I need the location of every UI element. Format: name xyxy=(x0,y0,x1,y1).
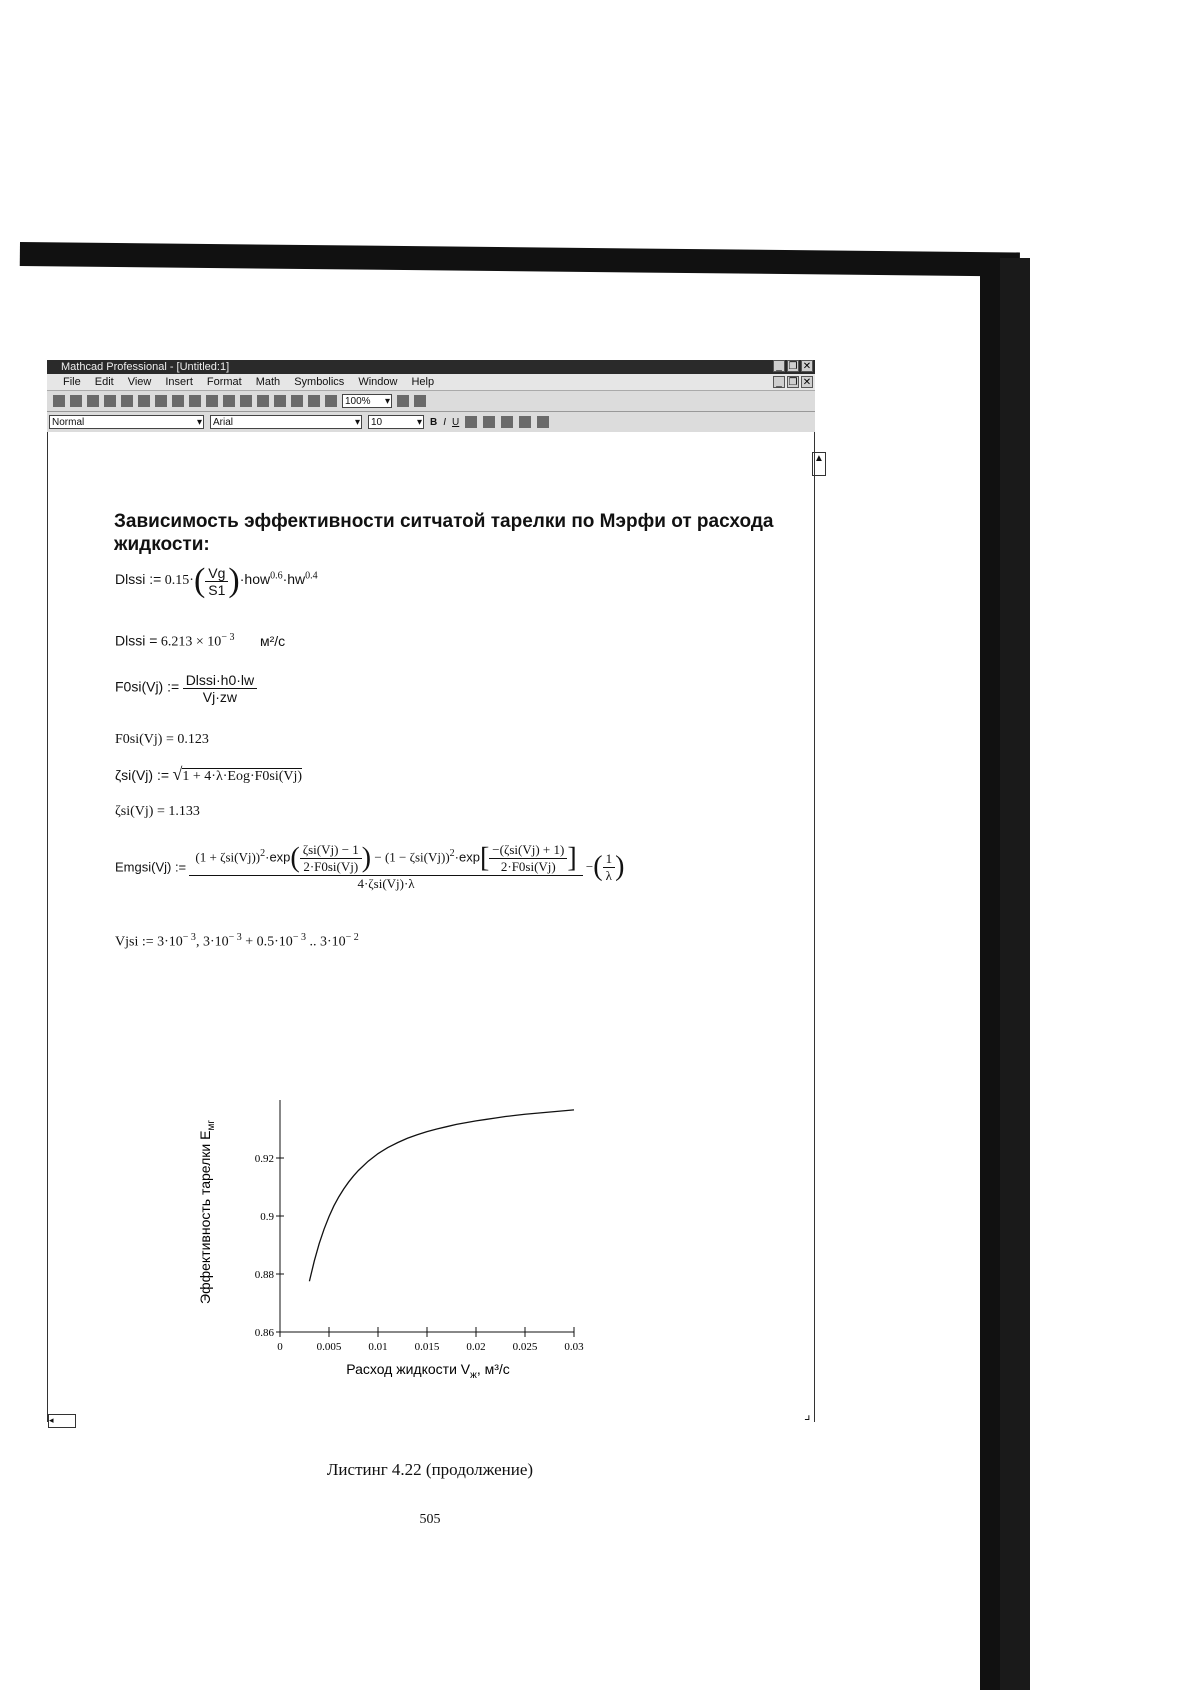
window-title: Mathcad Professional - [Untitled:1] xyxy=(61,361,230,373)
eq3-num: Dlssi·h0·lw xyxy=(183,672,257,689)
spell-check-icon[interactable] xyxy=(138,395,150,407)
y-axis-label: Эффективность тарелки $E_{мг}$ xyxy=(197,1120,217,1304)
close-button[interactable]: ✕ xyxy=(802,361,812,372)
calculate-icon[interactable] xyxy=(257,395,269,407)
eq5-lhs: ζsi(Vj) := xyxy=(115,767,170,783)
eq8-e2: − 3 xyxy=(228,932,242,943)
eq1-how: ·how xyxy=(239,571,271,588)
eq8-b: , 3·10 xyxy=(195,934,229,950)
eq8-c: + 0.5·10 xyxy=(241,934,293,950)
eq7-exp2: ·exp xyxy=(454,849,480,865)
eq1-hw: ·hw xyxy=(282,571,306,588)
eq3-den: Vj·zw xyxy=(202,689,238,705)
eq4-text: F0si(Vj) = 0.123 xyxy=(115,732,209,747)
x-tick-label: 0.03 xyxy=(564,1341,584,1353)
zoom-select[interactable]: 100% ▾ xyxy=(342,394,392,408)
scroll-left-icon[interactable]: ◂ xyxy=(48,1414,76,1428)
eq7-lhs: Emgsi(Vj) := xyxy=(115,859,187,875)
page-number: 505 xyxy=(419,1512,441,1527)
eq3-lhs: F0si(Vj) := xyxy=(115,678,180,695)
print-icon[interactable] xyxy=(104,395,116,407)
eq8-a: Vjsi := 3·10 xyxy=(115,934,183,950)
align-left-icon[interactable] xyxy=(465,416,477,428)
efficiency-curve xyxy=(309,1110,574,1281)
eq-vjsi-range[interactable] xyxy=(115,932,359,951)
menu-help[interactable]: Help xyxy=(411,376,435,388)
y-tick-label: 0.9 xyxy=(260,1211,274,1223)
menu-symbolics[interactable]: Symbolics xyxy=(294,376,345,388)
resources-icon[interactable] xyxy=(397,395,409,407)
x-tick-label: 0.005 xyxy=(316,1341,342,1353)
bullets-icon[interactable] xyxy=(519,416,531,428)
mathcad-window xyxy=(47,360,824,1425)
title-bar xyxy=(47,360,815,374)
y-tick-label: 0.86 xyxy=(254,1327,274,1339)
menu-view[interactable]: View xyxy=(127,376,152,388)
menu-math[interactable]: Math xyxy=(255,376,281,388)
menu-window[interactable]: Window xyxy=(358,376,398,388)
numbering-icon[interactable] xyxy=(537,416,549,428)
help-icon[interactable] xyxy=(414,395,426,407)
doc-restore-button[interactable]: ❐ xyxy=(788,377,798,388)
eq1-num: Vg xyxy=(205,565,228,582)
font-size-select[interactable]: 10 ▾ xyxy=(368,415,424,429)
doc-close-button[interactable]: ✕ xyxy=(802,377,812,388)
paste-icon[interactable] xyxy=(189,395,201,407)
insert-graph-icon[interactable] xyxy=(274,395,286,407)
insert-function-icon[interactable] xyxy=(308,395,320,407)
x-tick-label: 0.02 xyxy=(466,1341,486,1353)
eq6-text: ζsi(Vj) = 1.133 xyxy=(115,804,200,819)
copy-icon[interactable] xyxy=(172,395,184,407)
listing-caption: Листинг 4.22 (продолжение) xyxy=(326,1460,534,1479)
print-preview-icon[interactable] xyxy=(121,395,133,407)
eq-dlssi-result[interactable] xyxy=(115,632,285,651)
eq7-f2-num: −(ζsi(Vj) + 1) xyxy=(489,842,567,859)
eq7-term2: − (1 − ζsi(Vj)) xyxy=(374,849,450,865)
y-tick-label: 0.92 xyxy=(254,1153,274,1165)
eq1-exp2: 0.4 xyxy=(305,570,318,582)
underline-button[interactable]: U xyxy=(452,416,460,428)
eq7-tail-num: 1 xyxy=(603,851,616,868)
restore-button[interactable]: ❐ xyxy=(788,361,798,372)
bold-button[interactable]: B xyxy=(430,416,438,428)
font-select[interactable]: Arial ▾ xyxy=(210,415,362,429)
x-tick-label: 0 xyxy=(277,1341,283,1353)
menu-insert[interactable]: Insert xyxy=(165,376,193,388)
eq7-term2-exp: 2 xyxy=(449,848,455,860)
eq2-unit: м²/с xyxy=(259,632,286,649)
insert-matrix-icon[interactable] xyxy=(291,395,303,407)
x-tick-label: 0.025 xyxy=(512,1341,538,1353)
menu-edit[interactable]: Edit xyxy=(94,376,114,388)
insert-unit-icon[interactable] xyxy=(325,395,337,407)
open-icon[interactable] xyxy=(70,395,82,407)
scan-edge-right-shadow xyxy=(1000,258,1030,1690)
align-right-icon[interactable] xyxy=(501,416,513,428)
italic-button[interactable]: I xyxy=(443,416,447,428)
new-icon[interactable] xyxy=(53,395,65,407)
eq2-value: 6.213 × 10 xyxy=(160,634,222,650)
eq1-lhs: Dlssi := xyxy=(115,571,162,588)
sqrt-icon: √ xyxy=(172,764,183,784)
eq2-exp: − 3 xyxy=(221,632,235,643)
eq8-e4: − 2 xyxy=(345,932,359,943)
eq5-radicand: 1 + 4·λ·Eog·F0si(Vj) xyxy=(182,769,303,784)
standard-toolbar xyxy=(47,391,815,412)
eq-f0si-definition[interactable] xyxy=(115,672,257,705)
undo-icon[interactable] xyxy=(206,395,218,407)
eq7-exp1: ·exp xyxy=(265,849,291,865)
doc-minimize-button[interactable]: _ xyxy=(773,376,785,388)
eq8-e1: − 3 xyxy=(182,932,196,943)
cut-icon[interactable] xyxy=(155,395,167,407)
eq-dlssi-definition[interactable]: Dlssi := 0.15·( $\frac{Vg}{S1}$ )$\cdot how^{0.6}\cdot hw^{0.4}$ xyxy=(115,562,318,599)
eq7-den: 4·ζsi(Vj)·λ xyxy=(357,876,415,891)
redo-icon[interactable] xyxy=(223,395,235,407)
x-axis-label: Расход жидкости $V_ж$, м³/с xyxy=(346,1361,510,1381)
menu-file[interactable]: File xyxy=(63,376,81,388)
eq-zeta-definition[interactable] xyxy=(115,764,302,785)
eq7-f1-num: ζsi(Vj) − 1 xyxy=(300,842,362,859)
eq-zeta-result[interactable] xyxy=(115,804,200,820)
eq-f0si-result[interactable] xyxy=(115,732,209,748)
scan-edge-top xyxy=(20,242,1020,276)
resize-grip-icon[interactable]: ⌟ xyxy=(804,1406,811,1422)
align-icon[interactable] xyxy=(240,395,252,407)
style-select[interactable]: Normal ▾ xyxy=(49,415,204,429)
eq7-term1-exp: 2 xyxy=(260,848,266,860)
efficiency-chart[interactable] xyxy=(188,1092,648,1382)
menu-format[interactable]: Format xyxy=(206,376,242,388)
worksheet-heading: Зависимость эффективности ситчатой тарелки по Мэрфи от расхода жидкости: xyxy=(114,511,774,555)
eq1-den: S1 xyxy=(208,581,226,598)
align-center-icon[interactable] xyxy=(483,416,495,428)
y-tick-label: 0.88 xyxy=(254,1269,274,1281)
minimize-button[interactable]: _ xyxy=(773,360,785,372)
eq7-term1: (1 + ζsi(Vj)) xyxy=(195,849,261,865)
eq1-coef: 0.15· xyxy=(164,573,194,589)
eq8-e3: − 3 xyxy=(292,932,306,943)
eq2-lhs: Dlssi = xyxy=(115,632,158,649)
save-icon[interactable] xyxy=(87,395,99,407)
menu-bar xyxy=(47,374,815,391)
eq7-f2-den: 2·F0si(Vj) xyxy=(500,859,556,874)
eq7-tail-den: λ xyxy=(605,867,612,883)
formatting-toolbar xyxy=(47,412,815,433)
eq1-exp1: 0.6 xyxy=(270,570,283,582)
x-tick-label: 0.015 xyxy=(414,1341,440,1353)
eq8-d: .. 3·10 xyxy=(305,934,346,950)
eq7-f1-den: 2·F0si(Vj) xyxy=(303,859,359,874)
worksheet[interactable] xyxy=(47,432,824,1425)
eq-emgsi-definition[interactable]: Emgsi(Vj) := $(1 + \zeta si(Vj))^2\cdot\exp$( $\frac{\text{ζsi(Vj) − 1}}{2\cdot F0si(Vj)}$ ) − $(1 - \zeta si(Vj))^2\cdot\exp$[ $\frac{\text{−(ζsi(Vj) + 1)}}{2\cdot F0si(Vj)}$ ] 4·ζsi(Vj)·λ −( $\frac{1}{\lambda}$ ) xyxy=(115,842,625,891)
scroll-up-icon[interactable]: ▲ xyxy=(812,452,826,476)
x-tick-label: 0.01 xyxy=(368,1341,388,1353)
